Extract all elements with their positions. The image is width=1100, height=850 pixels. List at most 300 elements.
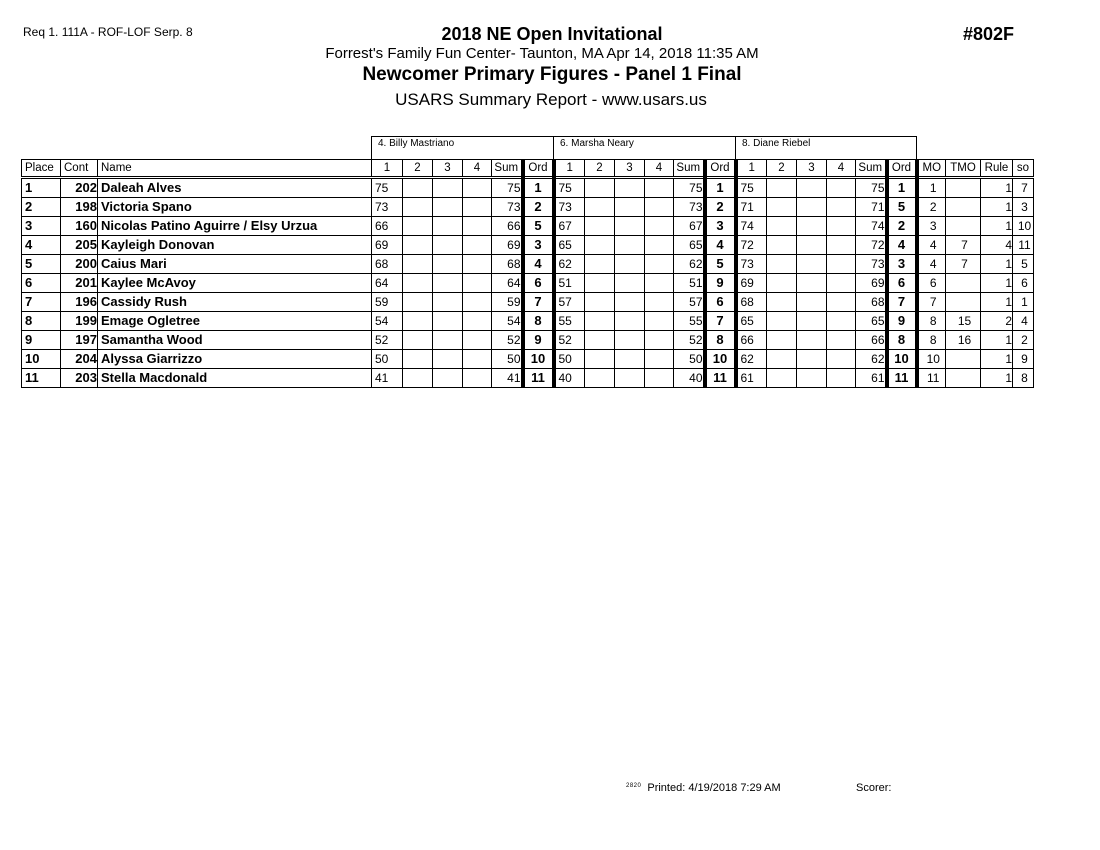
judge2-ord-cell: 9: [705, 274, 736, 293]
judge2-score1-cell: 67: [554, 217, 585, 236]
col-j2-score4: 4: [645, 160, 674, 178]
tmo-cell: 16: [946, 331, 981, 350]
judge1-score2-cell: [403, 350, 433, 369]
column-header-row: [22, 160, 1034, 178]
mo-cell: 8: [917, 312, 946, 331]
judge2-ord-cell: 11: [705, 369, 736, 388]
col-j1-ord: Ord: [523, 160, 554, 178]
judge1-score4-cell: [463, 350, 492, 369]
col-rule: Rule: [981, 160, 1013, 178]
judge3-score2-cell: [767, 255, 797, 274]
judge2-score1-cell: 75: [554, 178, 585, 198]
judge3-score2-cell: [767, 217, 797, 236]
tmo-cell: [946, 293, 981, 312]
judge1-ord-cell: 3: [523, 236, 554, 255]
name-cell: Stella Macdonald: [98, 369, 372, 388]
place-cell: 9: [22, 331, 61, 350]
judge3-score4-cell: [827, 293, 856, 312]
judge1-score1-cell: 75: [372, 178, 403, 198]
cont-cell: 160: [61, 217, 98, 236]
judge1-sum-cell: 54: [492, 312, 523, 331]
judge2-score3-cell: [615, 369, 645, 388]
judge-header-3: 8. Diane Riebel: [735, 136, 917, 160]
judge3-score2-cell: [767, 369, 797, 388]
judge2-score3-cell: [615, 293, 645, 312]
judge2-sum-cell: 73: [674, 198, 705, 217]
judge3-score4-cell: [827, 369, 856, 388]
venue-datetime: Forrest's Family Fun Center- Taunton, MA Apr 14, 2018 11:35 AM: [325, 45, 759, 62]
judge2-score1-cell: 73: [554, 198, 585, 217]
col-j3-score3: 3: [797, 160, 827, 178]
judge2-sum-cell: 52: [674, 331, 705, 350]
judge3-score3-cell: [797, 350, 827, 369]
judge3-score1-cell: 72: [736, 236, 767, 255]
judge1-score3-cell: [433, 255, 463, 274]
judge3-score4-cell: [827, 331, 856, 350]
col-j2-sum: Sum: [674, 160, 705, 178]
judge1-score2-cell: [403, 178, 433, 198]
table-row: [22, 331, 1034, 350]
judge3-score1-cell: 71: [736, 198, 767, 217]
judge3-score1-cell: 75: [736, 178, 767, 198]
judge3-ord-cell: 7: [887, 293, 917, 312]
mo-cell: 11: [917, 369, 946, 388]
judge3-score4-cell: [827, 350, 856, 369]
judge3-score1-cell: 73: [736, 255, 767, 274]
tmo-cell: [946, 178, 981, 198]
judge3-score3-cell: [797, 217, 827, 236]
judge3-score3-cell: [797, 331, 827, 350]
col-j2-score2: 2: [585, 160, 615, 178]
place-cell: 5: [22, 255, 61, 274]
report-title: USARS Summary Report - www.usars.us: [395, 90, 707, 109]
judge2-score2-cell: [585, 312, 615, 331]
col-j1-score1: 1: [372, 160, 403, 178]
tmo-cell: [946, 369, 981, 388]
judge-header-2: 6. Marsha Neary: [553, 136, 736, 160]
judge2-sum-cell: 40: [674, 369, 705, 388]
judge2-score4-cell: [645, 217, 674, 236]
competition-title: 2018 NE Open Invitational: [441, 24, 663, 44]
judge1-score4-cell: [463, 369, 492, 388]
judge2-score1-cell: 65: [554, 236, 585, 255]
judge3-score4-cell: [827, 274, 856, 293]
col-j2-score1: 1: [554, 160, 585, 178]
judge1-ord-cell: 10: [523, 350, 554, 369]
judge3-score4-cell: [827, 198, 856, 217]
judge2-score2-cell: [585, 178, 615, 198]
request-label: Req 1. 111A - ROF-LOF Serp. 8: [23, 25, 193, 39]
judge3-sum-cell: 74: [856, 217, 887, 236]
judge1-ord-cell: 4: [523, 255, 554, 274]
judge3-sum-cell: 61: [856, 369, 887, 388]
judge3-ord-cell: 4: [887, 236, 917, 255]
col-j3-score2: 2: [767, 160, 797, 178]
judge1-ord-cell: 1: [523, 178, 554, 198]
judge3-score1-cell: 69: [736, 274, 767, 293]
judge3-score1-cell: 66: [736, 331, 767, 350]
judge2-score1-cell: 51: [554, 274, 585, 293]
judge1-score1-cell: 41: [372, 369, 403, 388]
judge1-score2-cell: [403, 217, 433, 236]
judge3-score2-cell: [767, 350, 797, 369]
judge1-score4-cell: [463, 331, 492, 350]
judge1-score2-cell: [403, 293, 433, 312]
cont-cell: 204: [61, 350, 98, 369]
judge2-score4-cell: [645, 312, 674, 331]
place-cell: 4: [22, 236, 61, 255]
name-cell: Samantha Wood: [98, 331, 372, 350]
judge2-ord-cell: 10: [705, 350, 736, 369]
judge3-score2-cell: [767, 236, 797, 255]
event-title: Newcomer Primary Figures - Panel 1 Final: [362, 64, 742, 85]
judge2-score3-cell: [615, 255, 645, 274]
col-j1-score3: 3: [433, 160, 463, 178]
col-j3-sum: Sum: [856, 160, 887, 178]
col-j1-sum: Sum: [492, 160, 523, 178]
col-mo: MO: [917, 160, 946, 178]
judge2-score2-cell: [585, 274, 615, 293]
col-so: so: [1013, 160, 1034, 178]
judge3-sum-cell: 69: [856, 274, 887, 293]
judge3-score3-cell: [797, 369, 827, 388]
judge1-score1-cell: 66: [372, 217, 403, 236]
judge3-sum-cell: 71: [856, 198, 887, 217]
table-row: [22, 293, 1034, 312]
cont-cell: 201: [61, 274, 98, 293]
judge2-score2-cell: [585, 369, 615, 388]
rule-cell: 1: [981, 369, 1013, 388]
tmo-cell: 7: [946, 236, 981, 255]
judge2-score4-cell: [645, 274, 674, 293]
judge3-sum-cell: 66: [856, 331, 887, 350]
judge3-score2-cell: [767, 198, 797, 217]
printed-timestamp: [626, 782, 781, 794]
judge2-score4-cell: [645, 255, 674, 274]
judge3-score3-cell: [797, 312, 827, 331]
rule-cell: 2: [981, 312, 1013, 331]
col-j1-score4: 4: [463, 160, 492, 178]
judge2-score4-cell: [645, 350, 674, 369]
judge3-score2-cell: [767, 293, 797, 312]
judge1-score2-cell: [403, 369, 433, 388]
judge1-score4-cell: [463, 293, 492, 312]
place-cell: 11: [22, 369, 61, 388]
mo-cell: 10: [917, 350, 946, 369]
tmo-cell: [946, 350, 981, 369]
tmo-cell: [946, 198, 981, 217]
judge2-score3-cell: [615, 198, 645, 217]
col-cont: Cont: [61, 160, 98, 178]
judge2-score1-cell: 62: [554, 255, 585, 274]
so-cell: 3: [1013, 198, 1034, 217]
judge1-score4-cell: [463, 217, 492, 236]
place-cell: 6: [22, 274, 61, 293]
judge1-sum-cell: 52: [492, 331, 523, 350]
judge1-score1-cell: 59: [372, 293, 403, 312]
event-code: #802F: [963, 24, 1015, 44]
judge2-sum-cell: 62: [674, 255, 705, 274]
name-cell: Nicolas Patino Aguirre / Elsy Urzua: [98, 217, 372, 236]
so-cell: 8: [1013, 369, 1034, 388]
judge1-ord-cell: 11: [523, 369, 554, 388]
judge3-sum-cell: 73: [856, 255, 887, 274]
so-cell: 10: [1013, 217, 1034, 236]
judge3-score1-cell: 74: [736, 217, 767, 236]
judge2-score2-cell: [585, 236, 615, 255]
judge2-score3-cell: [615, 236, 645, 255]
judge3-score2-cell: [767, 331, 797, 350]
judge2-score4-cell: [645, 293, 674, 312]
table-row: [22, 312, 1034, 331]
judge3-score4-cell: [827, 236, 856, 255]
rule-cell: 1: [981, 178, 1013, 198]
judge3-score4-cell: [827, 255, 856, 274]
judge1-score2-cell: [403, 331, 433, 350]
tmo-cell: 7: [946, 255, 981, 274]
judge2-score3-cell: [615, 178, 645, 198]
judge1-score1-cell: 52: [372, 331, 403, 350]
judge1-score3-cell: [433, 274, 463, 293]
judge2-ord-cell: 8: [705, 331, 736, 350]
judge3-score3-cell: [797, 198, 827, 217]
judge3-ord-cell: 3: [887, 255, 917, 274]
judge3-score4-cell: [827, 312, 856, 331]
table-row: [22, 178, 1034, 198]
judge3-sum-cell: 62: [856, 350, 887, 369]
col-j2-ord: Ord: [705, 160, 736, 178]
judge3-ord-cell: 9: [887, 312, 917, 331]
scorer-label: Scorer:: [856, 782, 892, 794]
judge2-score2-cell: [585, 331, 615, 350]
judge2-score3-cell: [615, 217, 645, 236]
cont-cell: 199: [61, 312, 98, 331]
small-mark: 2820: [626, 783, 642, 789]
judge2-score4-cell: [645, 236, 674, 255]
so-cell: 5: [1013, 255, 1034, 274]
judge2-sum-cell: 65: [674, 236, 705, 255]
judge3-score2-cell: [767, 178, 797, 198]
judge1-sum-cell: 73: [492, 198, 523, 217]
mo-cell: 4: [917, 236, 946, 255]
judge2-sum-cell: 67: [674, 217, 705, 236]
mo-cell: 6: [917, 274, 946, 293]
judge1-score4-cell: [463, 255, 492, 274]
judge1-score2-cell: [403, 255, 433, 274]
judge2-score2-cell: [585, 217, 615, 236]
judge1-score4-cell: [463, 274, 492, 293]
cont-cell: 196: [61, 293, 98, 312]
col-j3-score1: 1: [736, 160, 767, 178]
rule-cell: 1: [981, 293, 1013, 312]
judge2-score2-cell: [585, 255, 615, 274]
judge2-ord-cell: 2: [705, 198, 736, 217]
judge3-score4-cell: [827, 178, 856, 198]
judge2-score4-cell: [645, 198, 674, 217]
table-row: [22, 255, 1034, 274]
judge1-score2-cell: [403, 198, 433, 217]
judge1-score3-cell: [433, 369, 463, 388]
judge3-ord-cell: 11: [887, 369, 917, 388]
judge3-score3-cell: [797, 236, 827, 255]
judge1-score3-cell: [433, 331, 463, 350]
judge1-score1-cell: 64: [372, 274, 403, 293]
table-row: [22, 236, 1034, 255]
judge2-score3-cell: [615, 312, 645, 331]
judge3-score2-cell: [767, 274, 797, 293]
name-cell: Kayleigh Donovan: [98, 236, 372, 255]
judge3-sum-cell: 72: [856, 236, 887, 255]
judge1-score4-cell: [463, 178, 492, 198]
judge2-score4-cell: [645, 369, 674, 388]
judge1-score3-cell: [433, 178, 463, 198]
cont-cell: 203: [61, 369, 98, 388]
judge1-score3-cell: [433, 350, 463, 369]
results-body: [22, 178, 1034, 388]
judge2-score1-cell: 52: [554, 331, 585, 350]
judge1-score1-cell: 73: [372, 198, 403, 217]
judge2-ord-cell: 3: [705, 217, 736, 236]
judge1-score4-cell: [463, 236, 492, 255]
judge2-score1-cell: 40: [554, 369, 585, 388]
table-row: [22, 274, 1034, 293]
judge1-score3-cell: [433, 293, 463, 312]
mo-cell: 8: [917, 331, 946, 350]
cont-cell: 200: [61, 255, 98, 274]
judge1-score1-cell: 69: [372, 236, 403, 255]
judge1-score2-cell: [403, 274, 433, 293]
judge3-sum-cell: 75: [856, 178, 887, 198]
name-cell: Alyssa Giarrizzo: [98, 350, 372, 369]
judge1-score3-cell: [433, 198, 463, 217]
judge3-score1-cell: 61: [736, 369, 767, 388]
so-cell: 1: [1013, 293, 1034, 312]
judge2-score3-cell: [615, 350, 645, 369]
place-cell: 3: [22, 217, 61, 236]
rule-cell: 1: [981, 255, 1013, 274]
judge3-score3-cell: [797, 293, 827, 312]
judge2-ord-cell: 1: [705, 178, 736, 198]
place-cell: 10: [22, 350, 61, 369]
rule-cell: 1: [981, 274, 1013, 293]
judge1-ord-cell: 5: [523, 217, 554, 236]
judge1-sum-cell: 50: [492, 350, 523, 369]
name-cell: Kaylee McAvoy: [98, 274, 372, 293]
judge2-sum-cell: 50: [674, 350, 705, 369]
printed-label: Printed: 4/19/2018 7:29 AM: [647, 782, 781, 794]
judge3-ord-cell: 5: [887, 198, 917, 217]
judge2-score2-cell: [585, 198, 615, 217]
judge1-score3-cell: [433, 312, 463, 331]
name-cell: Caius Mari: [98, 255, 372, 274]
judge2-score3-cell: [615, 274, 645, 293]
judge3-ord-cell: 2: [887, 217, 917, 236]
rule-cell: 1: [981, 350, 1013, 369]
judge1-sum-cell: 68: [492, 255, 523, 274]
tmo-cell: [946, 217, 981, 236]
col-j3-score4: 4: [827, 160, 856, 178]
tmo-cell: [946, 274, 981, 293]
col-tmo: TMO: [946, 160, 981, 178]
so-cell: 11: [1013, 236, 1034, 255]
judge1-score3-cell: [433, 236, 463, 255]
so-cell: 2: [1013, 331, 1034, 350]
mo-cell: 2: [917, 198, 946, 217]
judge3-sum-cell: 68: [856, 293, 887, 312]
name-cell: Daleah Alves: [98, 178, 372, 198]
judge1-score2-cell: [403, 312, 433, 331]
judge-header-1: 4. Billy Mastriano: [371, 136, 554, 160]
mo-cell: 7: [917, 293, 946, 312]
judge2-score1-cell: 57: [554, 293, 585, 312]
judge1-score1-cell: 50: [372, 350, 403, 369]
so-cell: 7: [1013, 178, 1034, 198]
judge1-ord-cell: 7: [523, 293, 554, 312]
judge1-score4-cell: [463, 198, 492, 217]
judge2-ord-cell: 7: [705, 312, 736, 331]
judge2-sum-cell: 75: [674, 178, 705, 198]
cont-cell: 198: [61, 198, 98, 217]
so-cell: 6: [1013, 274, 1034, 293]
rule-cell: 1: [981, 331, 1013, 350]
judge1-sum-cell: 41: [492, 369, 523, 388]
judge1-score2-cell: [403, 236, 433, 255]
col-j3-ord: Ord: [887, 160, 917, 178]
results-table: [21, 159, 1034, 388]
judge2-ord-cell: 4: [705, 236, 736, 255]
judge1-sum-cell: 59: [492, 293, 523, 312]
judge2-ord-cell: 5: [705, 255, 736, 274]
judge1-sum-cell: 64: [492, 274, 523, 293]
judge2-score4-cell: [645, 331, 674, 350]
tmo-cell: 15: [946, 312, 981, 331]
judge2-score1-cell: 50: [554, 350, 585, 369]
judge3-ord-cell: 1: [887, 178, 917, 198]
so-cell: 4: [1013, 312, 1034, 331]
rule-cell: 4: [981, 236, 1013, 255]
col-j2-score3: 3: [615, 160, 645, 178]
judge3-ord-cell: 8: [887, 331, 917, 350]
judge2-score4-cell: [645, 178, 674, 198]
judge3-score1-cell: 62: [736, 350, 767, 369]
judge1-score1-cell: 54: [372, 312, 403, 331]
col-place: Place: [22, 160, 61, 178]
place-cell: 8: [22, 312, 61, 331]
mo-cell: 4: [917, 255, 946, 274]
judge3-score2-cell: [767, 312, 797, 331]
cont-cell: 205: [61, 236, 98, 255]
judge3-sum-cell: 65: [856, 312, 887, 331]
judge2-score1-cell: 55: [554, 312, 585, 331]
col-j1-score2: 2: [403, 160, 433, 178]
place-cell: 1: [22, 178, 61, 198]
judge2-score2-cell: [585, 350, 615, 369]
judge2-sum-cell: 55: [674, 312, 705, 331]
table-row: [22, 217, 1034, 236]
judge1-score4-cell: [463, 312, 492, 331]
judge3-score3-cell: [797, 255, 827, 274]
place-cell: 2: [22, 198, 61, 217]
judge3-score1-cell: 68: [736, 293, 767, 312]
judge1-sum-cell: 66: [492, 217, 523, 236]
name-cell: Cassidy Rush: [98, 293, 372, 312]
judge2-score3-cell: [615, 331, 645, 350]
judge1-score1-cell: 68: [372, 255, 403, 274]
place-cell: 7: [22, 293, 61, 312]
name-cell: Victoria Spano: [98, 198, 372, 217]
judge3-score3-cell: [797, 274, 827, 293]
judge2-score2-cell: [585, 293, 615, 312]
